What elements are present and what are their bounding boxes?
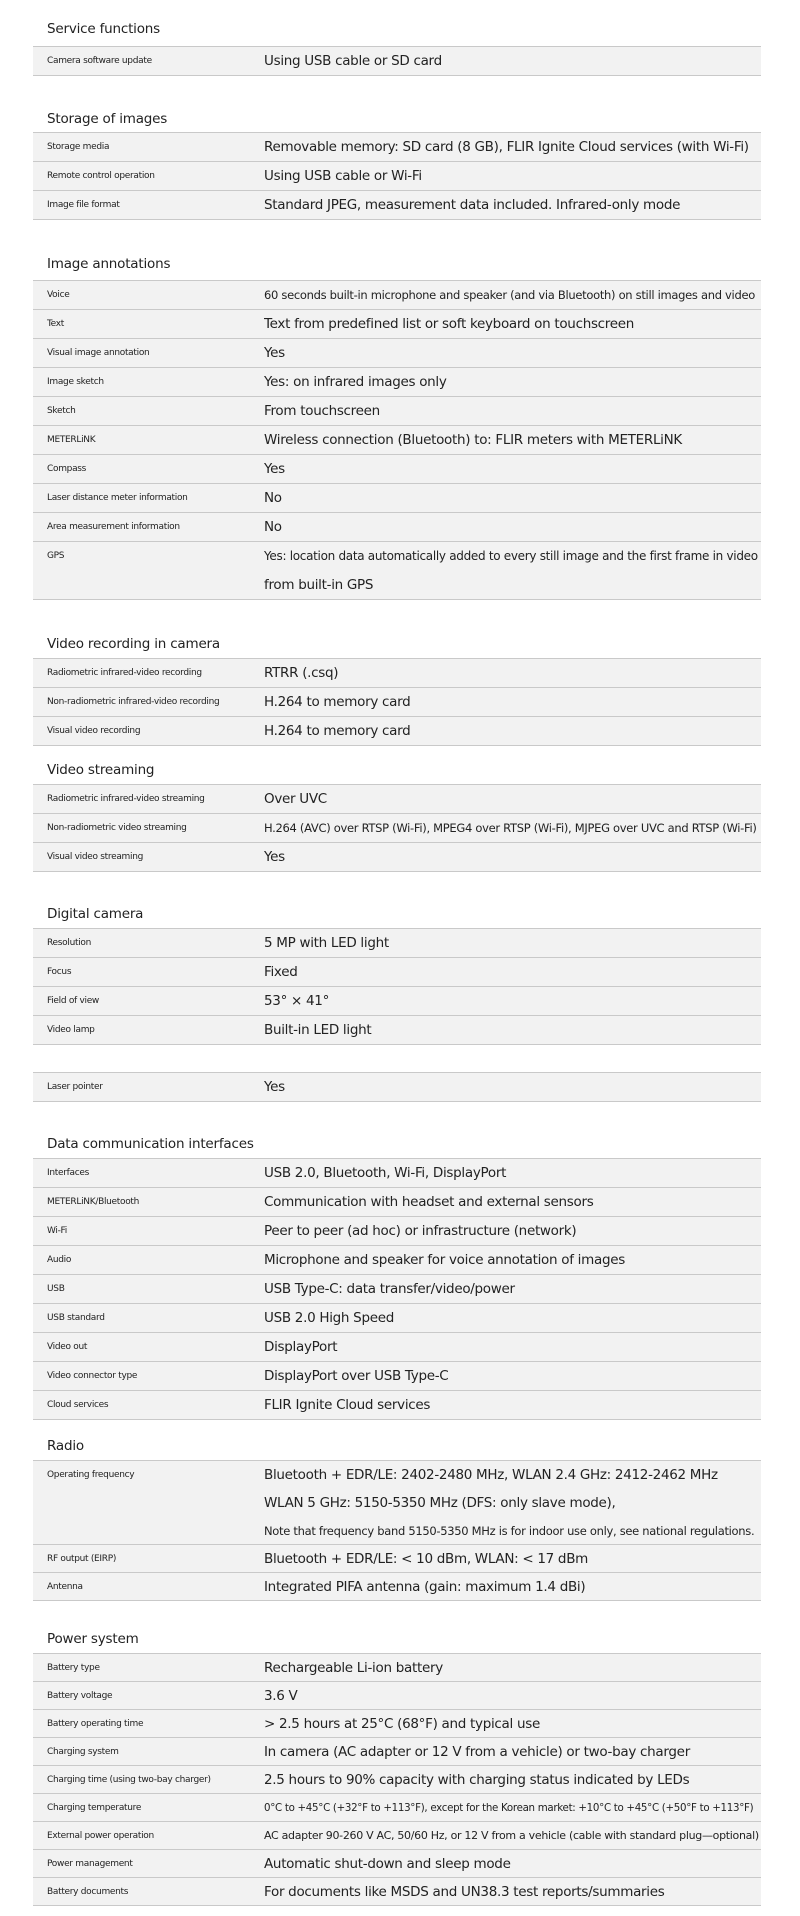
row-label: Non-radiometric infrared-video recording (47, 697, 220, 707)
row-value: 60 seconds built-in microphone and speaker (and via Bluetooth) on still images and video (264, 288, 755, 302)
row-value: USB Type-C: data transfer/video/power (264, 1281, 515, 1297)
row-value: Yes (264, 461, 285, 477)
row-value: Yes: on infrared images only (264, 374, 447, 390)
table-row (33, 1275, 761, 1304)
spec-table (33, 1653, 761, 1906)
row-label: Sketch (47, 406, 76, 416)
spec-table (33, 1072, 761, 1102)
table-row (33, 717, 761, 746)
row-label: Interfaces (47, 1168, 89, 1178)
row-value: For documents like MSDS and UN38.3 test reports/summaries (264, 1884, 665, 1900)
table-row (33, 1391, 761, 1420)
row-value: Microphone and speaker for voice annotation of images (264, 1252, 625, 1268)
row-label: Battery documents (47, 1887, 129, 1897)
spec-table (33, 46, 761, 76)
row-value: RTRR (.csq) (264, 665, 339, 681)
table-row (33, 958, 761, 987)
table-row (33, 1794, 761, 1822)
spec-table (33, 928, 761, 1045)
table-row (33, 1766, 761, 1794)
row-label: METERLiNK (47, 435, 96, 445)
row-label: Charging system (47, 1747, 119, 1757)
table-row (33, 1073, 761, 1102)
row-value: Built-in LED light (264, 1022, 372, 1038)
row-value: Bluetooth + EDR/LE: 2402-2480 MHz, WLAN 2.4 GHz: 2412-2462 MHz WLAN 5 GHz: 5150-5350 MHz (DFS: only slave mode), Note that frequency band 5150-5350 MHz is for indoor use only, see national regulations. (264, 1467, 755, 1538)
section-title: Data communication interfaces (47, 1136, 254, 1152)
row-label: Laser distance meter information (47, 493, 188, 503)
table-row (33, 281, 761, 310)
spec-table (33, 1158, 761, 1420)
table-row (33, 368, 761, 397)
row-label: Operating frequency (47, 1470, 135, 1480)
table-row (33, 1710, 761, 1738)
table-row (33, 929, 761, 958)
table-row (33, 1461, 761, 1545)
row-value: Automatic shut-down and sleep mode (264, 1856, 511, 1872)
row-label: Storage media (47, 142, 110, 152)
table-row (33, 397, 761, 426)
table-row (33, 1850, 761, 1878)
table-row (33, 1188, 761, 1217)
row-value: Yes: location data automatically added to every still image and the first frame in video from built-in GPS (264, 549, 758, 593)
table-row (33, 1362, 761, 1391)
row-label: Compass (47, 464, 87, 474)
row-value: Standard JPEG, measurement data included. Infrared-only mode (264, 197, 681, 213)
row-label: Focus (47, 967, 72, 977)
table-row (33, 1573, 761, 1601)
section-title: Storage of images (47, 111, 168, 127)
row-value: AC adapter 90-260 V AC, 50/60 Hz, or 12 V from a vehicle (cable with standard plug—optional) (264, 1829, 759, 1842)
row-label: Radiometric infrared-video recording (47, 668, 202, 678)
row-value: USB 2.0 High Speed (264, 1310, 395, 1326)
row-value: Removable memory: SD card (8 GB), FLIR Ignite Cloud services (with Wi-Fi) (264, 139, 749, 155)
row-label: Battery voltage (47, 1691, 113, 1701)
table-row (33, 1016, 761, 1045)
row-value: > 2.5 hours at 25°C (68°F) and typical use (264, 1716, 540, 1732)
row-value: Rechargeable Li-ion battery (264, 1660, 443, 1676)
spec-table (33, 784, 761, 872)
table-row (33, 542, 761, 600)
row-label: Area measurement information (47, 522, 180, 532)
row-value: Yes (264, 849, 285, 865)
section-title: Video recording in camera (47, 636, 220, 652)
row-label: Antenna (47, 1582, 83, 1592)
row-value: Bluetooth + EDR/LE: < 10 dBm, WLAN: < 17 dBm (264, 1551, 589, 1567)
row-label: External power operation (47, 1831, 154, 1841)
table-row (33, 1304, 761, 1333)
row-label: Non-radiometric video streaming (47, 823, 187, 833)
table-row (33, 47, 761, 76)
table-row (33, 1545, 761, 1573)
table-row (33, 659, 761, 688)
spec-table (33, 132, 761, 220)
table-row (33, 1333, 761, 1362)
table-row (33, 426, 761, 455)
row-label: Radiometric infrared-video streaming (47, 794, 205, 804)
table-row (33, 513, 761, 542)
table-row (33, 843, 761, 872)
row-label: USB standard (47, 1313, 105, 1323)
row-label: USB (47, 1284, 65, 1294)
table-row (33, 191, 761, 220)
row-value: 0°C to +45°C (+32°F to +113°F), except for the Korean market: +10°C to +45°C (+50°F to +113°F) (264, 1802, 754, 1814)
section-title: Image annotations (47, 256, 171, 272)
table-row (33, 1654, 761, 1682)
row-label: Camera software update (47, 56, 152, 66)
table-row (33, 1217, 761, 1246)
row-value: Communication with headset and external sensors (264, 1194, 594, 1210)
section-title: Radio (47, 1438, 84, 1454)
table-row (33, 133, 761, 162)
row-label: Voice (47, 290, 70, 300)
row-label: RF output (EIRP) (47, 1554, 117, 1564)
table-row (33, 1738, 761, 1766)
table-row (33, 814, 761, 843)
row-label: Video out (47, 1342, 88, 1352)
table-row (33, 1159, 761, 1188)
row-label: Image sketch (47, 377, 104, 387)
row-label: Visual video recording (47, 726, 141, 736)
row-label: Visual image annotation (47, 348, 150, 358)
row-label: Battery operating time (47, 1719, 144, 1729)
table-row (33, 484, 761, 513)
row-label: Remote control operation (47, 171, 155, 181)
row-value: 2.5 hours to 90% capacity with charging status indicated by LEDs (264, 1772, 690, 1788)
row-value: Over UVC (264, 791, 327, 807)
row-label: Video connector type (47, 1371, 138, 1381)
section-title: Digital camera (47, 906, 144, 922)
row-value: H.264 to memory card (264, 723, 411, 739)
row-value: In camera (AC adapter or 12 V from a vehicle) or two-bay charger (264, 1744, 690, 1760)
row-label: Resolution (47, 938, 92, 948)
row-value: Using USB cable or Wi-Fi (264, 168, 422, 184)
table-row (33, 1822, 761, 1850)
row-value: DisplayPort (264, 1339, 338, 1355)
row-label: Audio (47, 1255, 72, 1265)
table-row (33, 987, 761, 1016)
row-value: Peer to peer (ad hoc) or infrastructure (network) (264, 1223, 577, 1239)
row-value: H.264 to memory card (264, 694, 411, 710)
table-row (33, 162, 761, 191)
section-title: Service functions (47, 21, 160, 37)
table-row (33, 1682, 761, 1710)
row-value: Integrated PIFA antenna (gain: maximum 1.4 dBi) (264, 1579, 586, 1595)
row-label: Battery type (47, 1663, 100, 1673)
spec-table (33, 1460, 761, 1601)
row-label: Laser pointer (47, 1082, 103, 1092)
row-label: Image file format (47, 200, 120, 210)
table-row (33, 1246, 761, 1275)
row-value: Using USB cable or SD card (264, 53, 442, 69)
row-value: Text from predefined list or soft keyboard on touchscreen (264, 316, 635, 332)
table-row (33, 1878, 761, 1906)
row-value: Fixed (264, 964, 298, 980)
row-value: No (264, 519, 282, 535)
row-value: Yes (264, 345, 285, 361)
row-label: Cloud services (47, 1400, 109, 1410)
row-value: DisplayPort over USB Type-C (264, 1368, 449, 1384)
row-value: USB 2.0, Bluetooth, Wi-Fi, DisplayPort (264, 1165, 507, 1181)
section-title: Video streaming (47, 762, 155, 778)
row-value: FLIR Ignite Cloud services (264, 1397, 431, 1413)
section-title: Power system (47, 1631, 139, 1647)
row-label: Charging time (using two-bay charger) (47, 1775, 211, 1785)
row-value: Yes (264, 1079, 285, 1095)
row-value: No (264, 490, 282, 506)
spec-table (33, 658, 761, 746)
row-label: GPS (47, 551, 65, 561)
row-label: Video lamp (47, 1025, 95, 1035)
row-label: Power management (47, 1859, 133, 1869)
row-label: Text (47, 319, 65, 329)
table-row (33, 785, 761, 814)
table-row (33, 310, 761, 339)
row-label: Wi-Fi (47, 1226, 67, 1236)
table-row (33, 339, 761, 368)
table-row (33, 455, 761, 484)
row-value: 3.6 V (264, 1688, 298, 1704)
table-row (33, 688, 761, 717)
row-label: Charging temperature (47, 1803, 142, 1813)
row-value: 5 MP with LED light (264, 935, 389, 951)
row-label: Visual video streaming (47, 852, 144, 862)
row-value: H.264 (AVC) over RTSP (Wi-Fi), MPEG4 over RTSP (Wi-Fi), MJPEG over UVC and RTSP (Wi-Fi) (264, 821, 757, 835)
row-value: 53° × 41° (264, 993, 330, 1009)
row-label: Field of view (47, 996, 99, 1006)
row-label: METERLiNK/Bluetooth (47, 1197, 140, 1207)
spec-table (33, 280, 761, 600)
row-value: Wireless connection (Bluetooth) to: FLIR meters with METERLiNK (264, 432, 682, 448)
row-value: From touchscreen (264, 403, 380, 419)
